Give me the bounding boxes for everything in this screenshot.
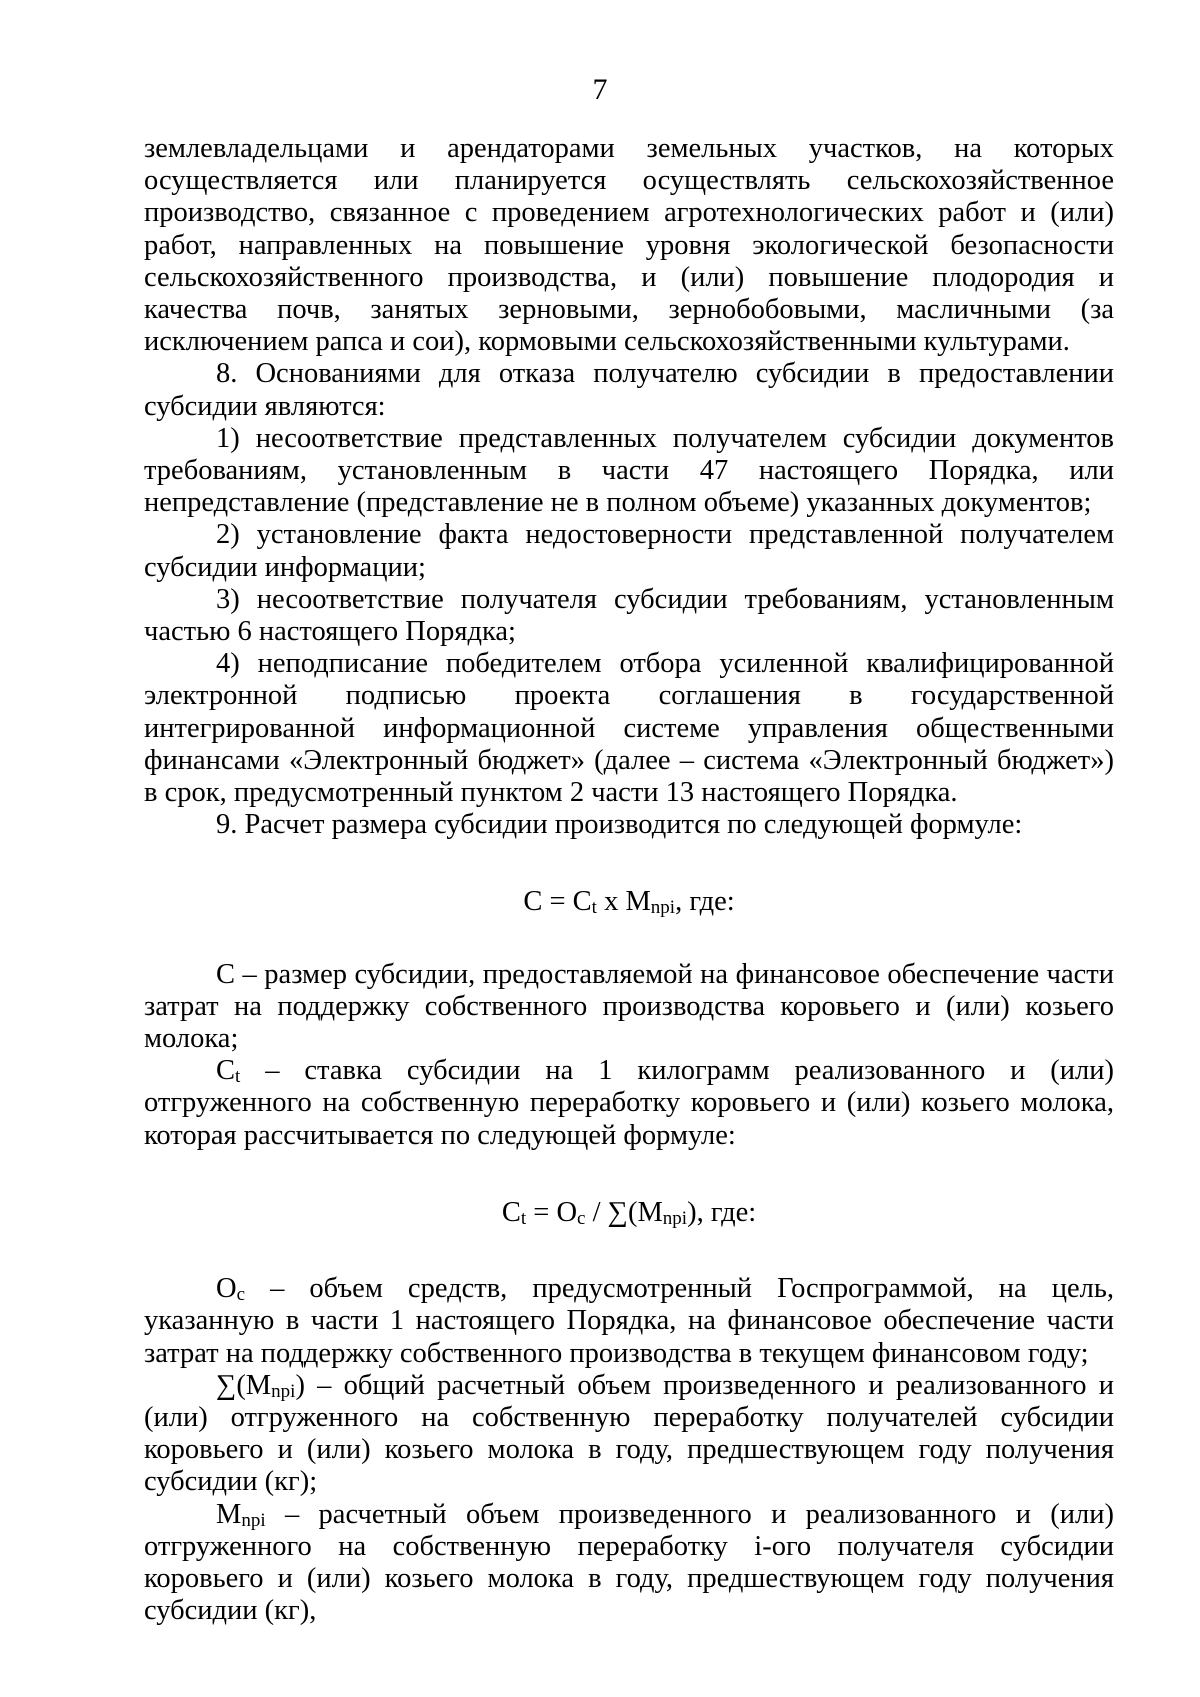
formula-subsidy-rate: $С_t = О_c / \sum(M_{npi})$, где: (501, 1196, 757, 1229)
paragraph-9: 9. Расчет размера субсидии производится по следующей формуле: (216, 809, 1023, 841)
document-body (144, 133, 1114, 1627)
definition-oc: $О_c$ – объем средств, предусмотренный Госпрограммой, на цель, указанную в части 1 настоящего Порядка, на финансовое обеспечение части затрат на поддержку собственного производства в текущем финансовом году; (144, 1273, 1114, 1369)
definition-sum-mnpi: $\sum(M_{npi})$ – общий расчетный объем произведенного и реализованного и (или) отгруженного на собственную переработку получателей субсидии коровьего и (или) козьего молока в году, предшествующем году получения субсидии (кг); (144, 1369, 1114, 1498)
list-item-2: 2) установление факта недостоверности представленной получателем субсидии информации; (144, 519, 1114, 583)
page-number: 7 (592, 73, 608, 106)
list-item-3: 3) несоответствие получателя субсидии требованиям, установленным частью 6 настоящего Порядка; (144, 583, 1114, 648)
definition-mnpi: $M_{npi}$ – расчетный объем произведенного и реализованного и (или) отгруженного на собственную переработку i-ого получателя субсидии коровьего и (или) козьего молока в году, предшествующем году получения субсидии (кг), (144, 1498, 1114, 1627)
list-item-4: 4) неподписание победителем отбора усиленной квалифицированной электронной подписью проекта соглашения в государственной интегрированной информационной системе управления общественными финансами «Электронный бюджет» (далее – система «Электронный бюджет») в срок, предусмотренный пунктом 2 части 13 настоящего Порядка. (144, 648, 1114, 809)
list-item-1: 1) несоответствие представленных получателем субсидии документов требованиям, установленным в части 47 настоящего Порядка, или непредставление (представление не в полном объеме) указанных документов; (144, 422, 1114, 519)
formula-subsidy-size: $С = С_t$ x $M_{npi}$, где: (523, 886, 735, 919)
definition-ct: $С_t$ – ставка субсидии на 1 килограмм реализованного и (или) отгруженного на собственную переработку коровьего и (или) козьего молока, которая рассчитывается по следующей формуле: (144, 1055, 1114, 1151)
definition-c: С – размер субсидии, предоставляемой на финансовое обеспечение части затрат на поддержку собственного производства коровьего и (или) козьего молока; (144, 958, 1114, 1055)
paragraph-8: 8. Основаниями для отказа получателю субсидии в предоставлении субсидии являются: (144, 358, 1114, 422)
paragraph-continuation: землевладельцами и арендаторами земельных участков, на которых осуществляется или планируется осуществлять сельскохозяйственное производство, связанное с проведением агротехнологических работ и (или) работ, направленных на повышение уровня экологической безопасности сельскохозяйственного производства, и (или) повышение плодородия и качества почв, занятых зерновыми, зернобобовыми, масличными (за исключением рапса и сои), кормовыми сельскохозяйственными культурами. (144, 133, 1114, 358)
